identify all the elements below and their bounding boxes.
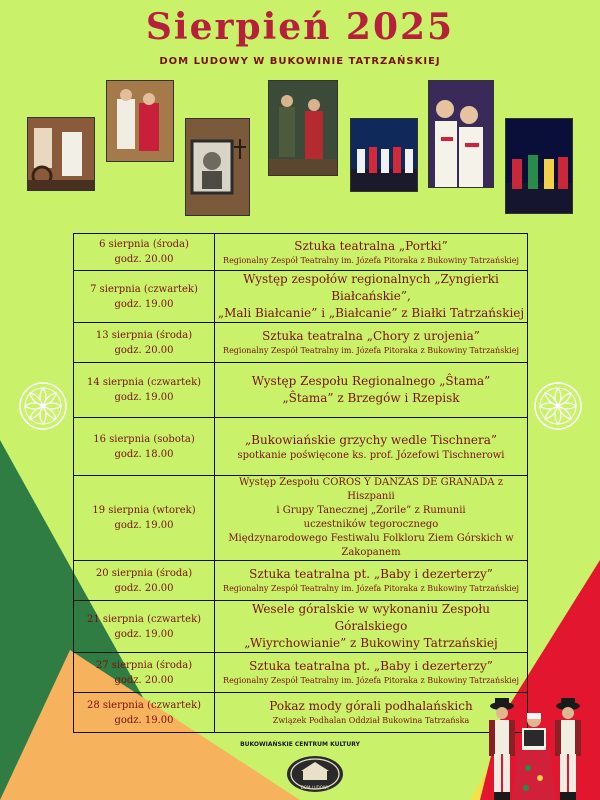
event-date: 21 sierpnia (czwartek) xyxy=(86,613,202,625)
table-row xyxy=(74,561,528,601)
event-time: godz. 20.00 xyxy=(114,582,174,594)
event-date-cell xyxy=(74,323,215,363)
event-description-cell xyxy=(215,234,528,271)
event-title: Sztuka teatralna „Chory z urojenia” xyxy=(262,329,480,343)
event-performer: Regionalny Zespół Teatralny im. Józefa Pitoraka z Bukowiny Tatrzańskiej xyxy=(223,584,519,593)
event-time: godz. 20.00 xyxy=(114,674,174,686)
event-description-cell xyxy=(215,271,528,323)
event-date-cell xyxy=(74,234,215,271)
left-rosette-ornament xyxy=(18,381,68,431)
event-date-cell xyxy=(74,363,215,418)
photo-dance-ensemble xyxy=(505,118,573,214)
event-description-cell xyxy=(215,323,528,363)
event-date: 28 sierpnia (czwartek) xyxy=(86,699,202,711)
event-title: Sztuka teatralna pt. „Baby i dezerterzy” xyxy=(249,659,493,673)
event-date-cell xyxy=(74,601,215,653)
event-date: 14 sierpnia (czwartek) xyxy=(86,377,202,388)
event-time: godz. 20.00 xyxy=(114,344,174,356)
event-time: godz. 19.00 xyxy=(114,298,174,310)
event-date: 19 sierpnia (wtorek) xyxy=(92,505,196,516)
event-title-line: „Mali Białcanie” i „Białcanie” z Białki Tatrzańskiej xyxy=(217,306,525,320)
event-date-cell xyxy=(74,561,215,601)
event-title-line: uczestników tegorocznego xyxy=(303,519,439,530)
event-time: godz. 19.00 xyxy=(114,628,174,640)
event-date: 13 sierpnia (środa) xyxy=(95,329,193,341)
table-row xyxy=(74,693,528,733)
event-performer: Regionalny Zespół Teatralny im. Józefa Pitoraka z Bukowiny Tatrzańskiej xyxy=(223,346,519,355)
event-date: 20 sierpnia (środa) xyxy=(95,567,193,579)
event-performer: Regionalny Zespół Teatralny im. Józefa Pitoraka z Bukowiny Tatrzańskiej xyxy=(223,676,519,685)
table-row xyxy=(74,601,528,653)
event-title: Występ Zespołu Regionalnego „Ŝtama” xyxy=(251,374,491,388)
table-row xyxy=(74,418,528,476)
event-date: 7 sierpnia (czwartek) xyxy=(90,283,198,295)
event-title: Pokaz mody górali podhalańskich xyxy=(269,699,473,713)
event-time: godz. 19.00 xyxy=(114,714,174,726)
event-date: 16 sierpnia (sobota) xyxy=(93,433,195,445)
event-date-cell xyxy=(74,693,215,733)
photo-singers xyxy=(428,80,494,188)
figure-left xyxy=(489,698,515,800)
event-date-cell xyxy=(74,418,215,476)
right-rosette-ornament xyxy=(533,381,583,431)
page-title: Sierpień 2025 xyxy=(145,6,455,48)
table-row xyxy=(74,476,528,561)
event-title: Sztuka teatralna „Portki” xyxy=(294,238,448,253)
event-date: 27 sierpnia (środa) xyxy=(95,659,193,671)
event-date: 6 sierpnia (środa) xyxy=(99,239,189,250)
event-description-cell xyxy=(215,601,528,653)
event-date-cell xyxy=(74,271,215,323)
event-description-cell xyxy=(215,653,528,693)
event-performer: Związek Podhalan Oddział Bukowina Tatrzańska xyxy=(272,716,470,725)
table-row xyxy=(74,363,528,418)
table-row xyxy=(74,271,528,323)
photo-folk-dance-stage xyxy=(350,118,418,192)
logo-text: DOM LUDOWY xyxy=(300,785,330,790)
table-row xyxy=(74,653,528,693)
folk-costume-figures xyxy=(478,688,590,800)
event-title-line: Międzynarodowego Festiwalu Folkloru Ziem Górskich w Zakopanem xyxy=(228,533,514,558)
dom-ludowy-logo xyxy=(285,754,345,794)
table-row xyxy=(74,323,528,363)
table-row xyxy=(74,234,528,271)
event-title: Wesele góralskie w wykonaniu Zespołu Góralskiego xyxy=(251,602,491,633)
event-date-cell xyxy=(74,476,215,561)
event-title-line: „Wiyrchowianie” z Bukowiny Tatrzańskiej xyxy=(244,636,498,650)
event-time: godz. 19.00 xyxy=(114,520,174,531)
event-title: Sztuka teatralna pt. „Baby i dezerterzy” xyxy=(249,567,493,581)
event-date-cell xyxy=(74,653,215,693)
event-performer: spotkanie poświęcone ks. prof. Józefowi Tischnerowi xyxy=(237,449,505,461)
event-title: Występ Zespołu COROS Y DANZAS DE GRANADA z Hiszpanii xyxy=(238,477,504,502)
event-schedule-table xyxy=(73,233,528,733)
figure-center xyxy=(512,713,556,800)
organizer-label: BUKOWIAŃSKIE CENTRUM KULTURY xyxy=(240,741,360,748)
photo-theatre-couple xyxy=(106,80,174,162)
event-description-cell xyxy=(215,561,528,601)
photo-portrait xyxy=(185,118,250,216)
event-time: godz. 19.00 xyxy=(114,392,174,403)
event-description-cell xyxy=(215,363,528,418)
event-description-cell xyxy=(215,418,528,476)
event-time: godz. 20.00 xyxy=(114,254,174,265)
photo-soldier-scene xyxy=(268,80,338,176)
event-title-line: „Ŝtama” z Brzegów i Rzepisk xyxy=(282,391,460,405)
event-title: „Bukowiańskie grzychy wedle Tischnera” xyxy=(244,432,498,447)
event-title: Występ zespołów regionalnych „Zyngierki Białcańskie”, xyxy=(243,272,499,303)
event-time: godz. 18.00 xyxy=(114,448,174,460)
event-performer: Regionalny Zespół Teatralny im. Józefa Pitoraka z Bukowiny Tatrzańskiej xyxy=(223,255,519,265)
photo-theatre-kitchen xyxy=(27,117,95,191)
event-title-line: i Grupy Tanecznej „Zorile” z Rumunii xyxy=(276,505,466,516)
event-description-cell xyxy=(215,476,528,561)
figure-right xyxy=(555,698,581,800)
page-subtitle: DOM LUDOWY W BUKOWINIE TATRZAŃSKIEJ xyxy=(159,56,441,67)
